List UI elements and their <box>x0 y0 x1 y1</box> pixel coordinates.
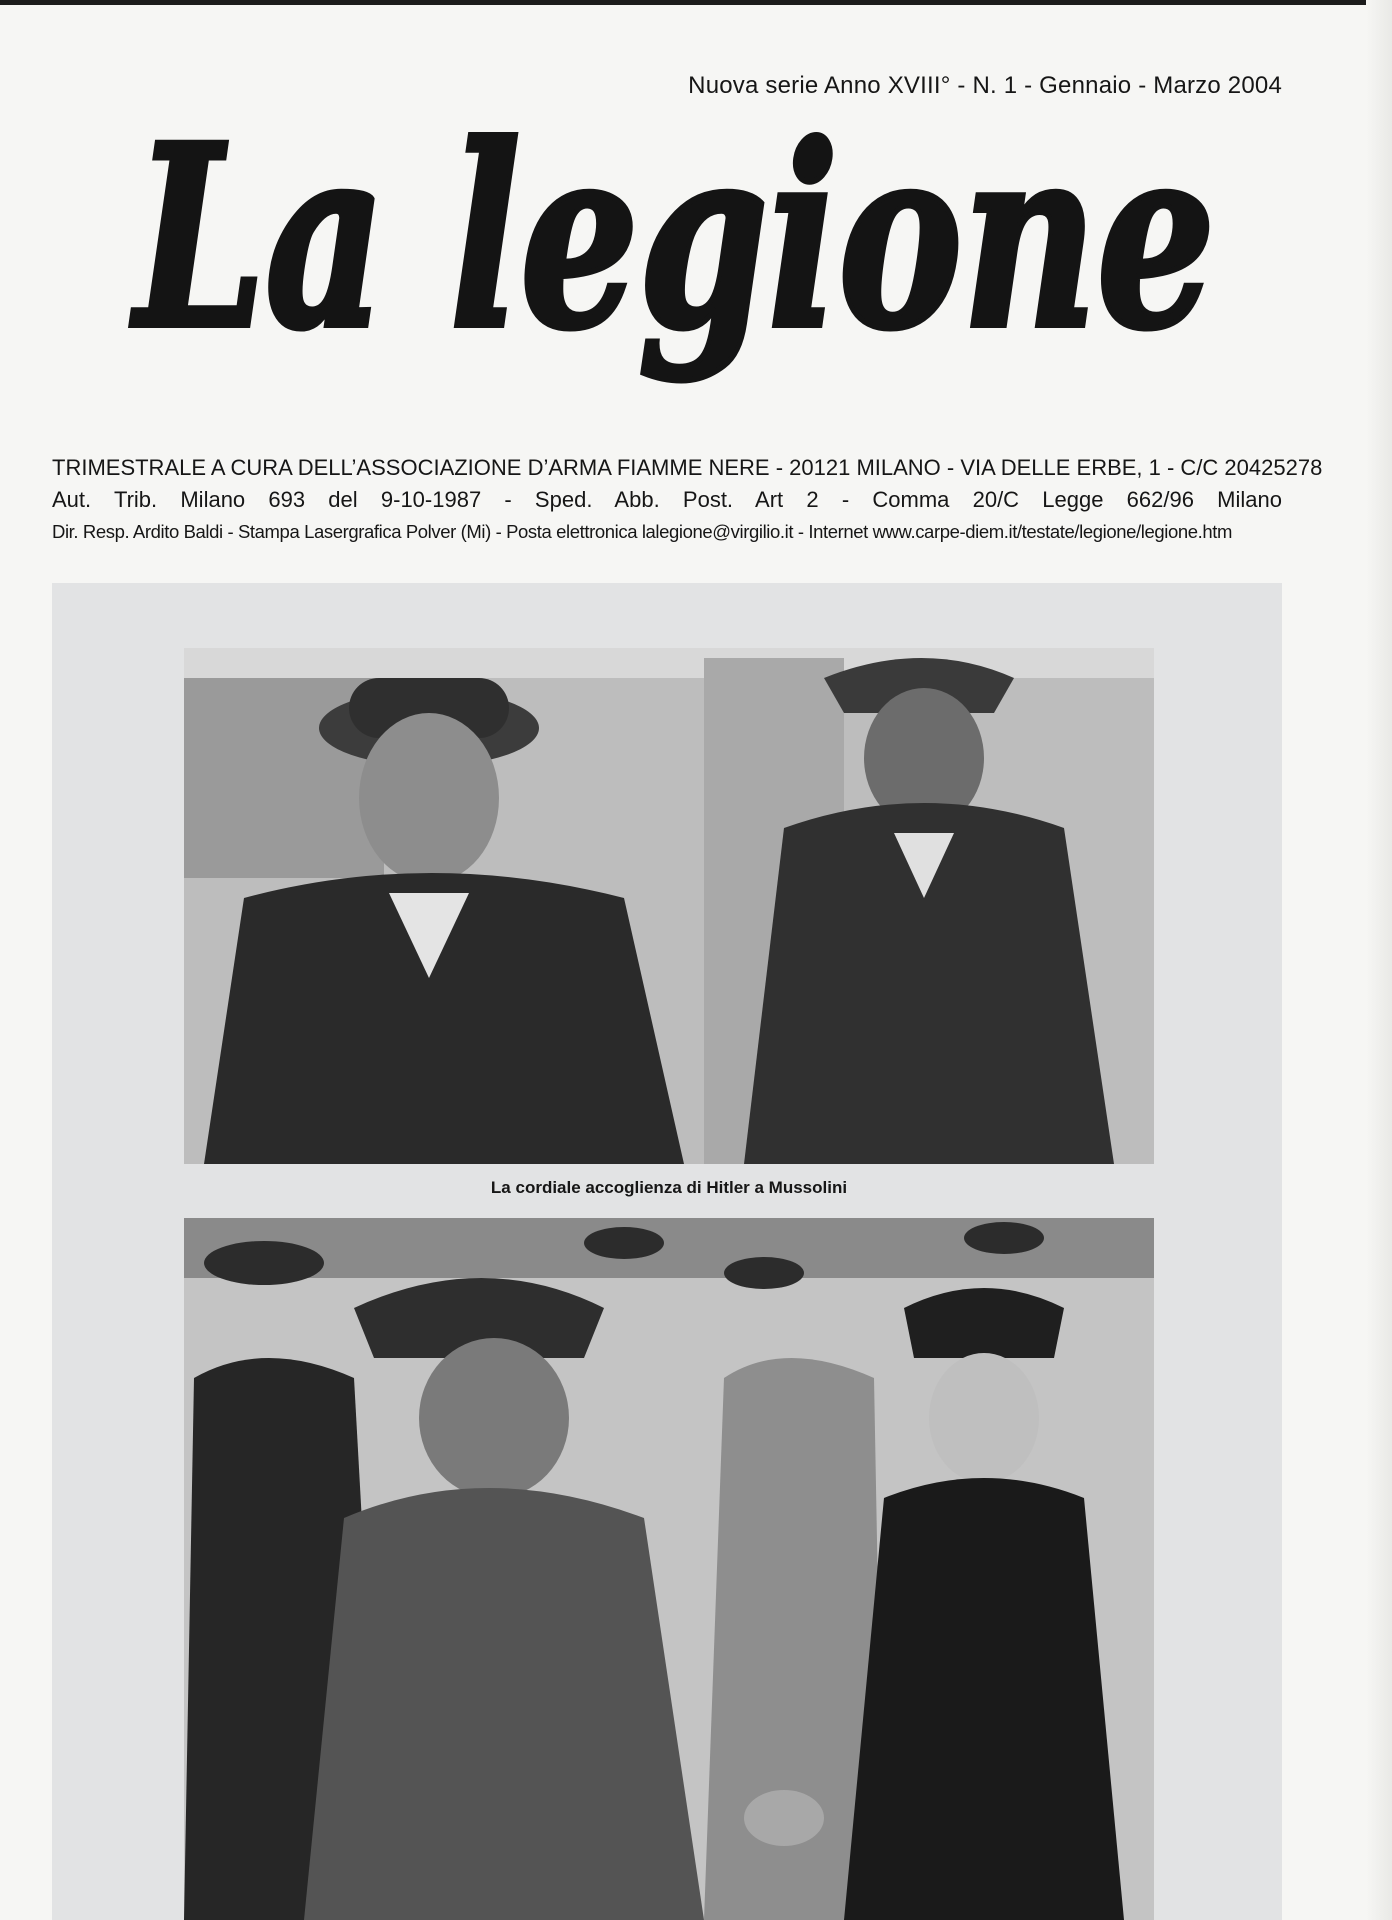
publication-info <box>52 455 1323 543</box>
registration-line: Aut. Trib. Milano 693 del 9-10-1987 - Sped. Abb. Post. Art 2 - Comma 20/C Legge 662/96 Milano <box>52 487 1282 512</box>
issue-info: Nuova serie Anno XVIII° - N. 1 - Gennaio - Marzo 2004 <box>688 72 1282 99</box>
contact-line: Dir. Resp. Ardito Baldi - Stampa Lasergrafica Polver (Mi) - Posta elettronica lalegione@virgilio.it - Internet www.carpe-diem.it/testate/legione/legione.htm <box>52 521 1232 542</box>
photo-hitler-mussolini <box>184 648 1154 1164</box>
page-edge <box>1366 0 1392 1920</box>
masthead <box>120 90 1230 430</box>
masthead-title: La legione <box>130 90 1215 384</box>
top-border <box>0 0 1392 5</box>
photo-caption: La cordiale accoglienza di Hitler a Mussolini <box>490 1178 848 1197</box>
publisher-line: TRIMESTRALE A CURA DELL’ASSOCIAZIONE D’ARMA FIAMME NERE - 20121 MILANO - VIA DELLE ERBE, 1 - C/C 20425278 <box>52 455 1323 480</box>
photo-handshake <box>184 1218 1154 1920</box>
